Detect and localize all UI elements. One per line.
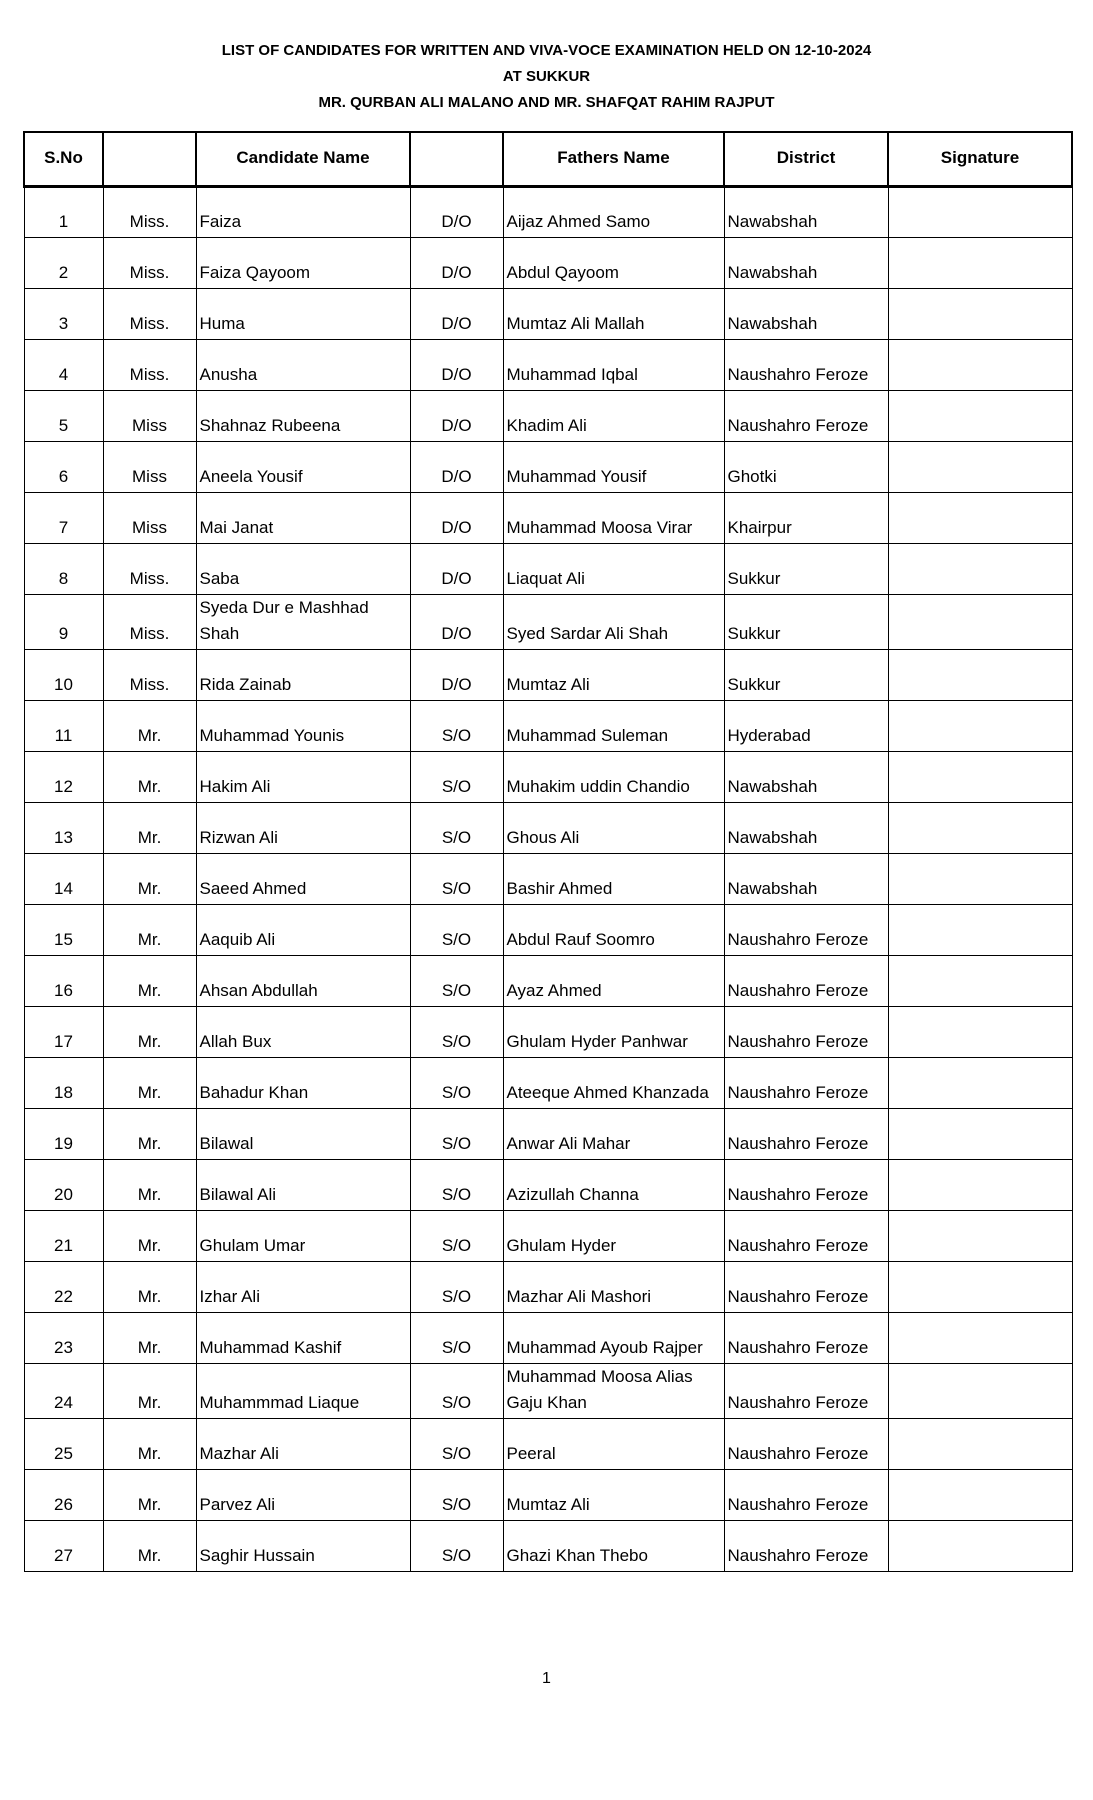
cell-signature bbox=[888, 1057, 1072, 1108]
table-row bbox=[24, 1418, 1072, 1469]
cell-candidate-name: Syeda Dur e Mashhad Shah bbox=[196, 594, 410, 649]
cell-title: Mr. bbox=[103, 1108, 196, 1159]
cell-district: Nawabshah bbox=[724, 751, 888, 802]
cell-fathers-name: Mazhar Ali Mashori bbox=[503, 1261, 724, 1312]
cell-title: Mr. bbox=[103, 1363, 196, 1418]
cell-fathers-name: Liaquat Ali bbox=[503, 543, 724, 594]
cell-district: Nawabshah bbox=[724, 288, 888, 339]
cell-fathers-name: Ghous Ali bbox=[503, 802, 724, 853]
cell-candidate-name: Izhar Ali bbox=[196, 1261, 410, 1312]
cell-candidate-name: Anusha bbox=[196, 339, 410, 390]
cell-fathers-name: Muhammad Moosa Alias Gaju Khan bbox=[503, 1363, 724, 1418]
cell-fathers-name: Azizullah Channa bbox=[503, 1159, 724, 1210]
cell-title: Miss. bbox=[103, 288, 196, 339]
cell-district: Naushahro Feroze bbox=[724, 1261, 888, 1312]
cell-signature bbox=[888, 390, 1072, 441]
cell-fathers-name: Mumtaz Ali bbox=[503, 1469, 724, 1520]
cell-district: Naushahro Feroze bbox=[724, 339, 888, 390]
table-row bbox=[24, 237, 1072, 288]
cell-district: Naushahro Feroze bbox=[724, 1520, 888, 1571]
cell-sno: 17 bbox=[24, 1006, 103, 1057]
table-header-row bbox=[24, 132, 1072, 186]
cell-relation: D/O bbox=[410, 543, 503, 594]
cell-candidate-name: Parvez Ali bbox=[196, 1469, 410, 1520]
cell-fathers-name: Ghulam Hyder bbox=[503, 1210, 724, 1261]
cell-signature bbox=[888, 1210, 1072, 1261]
cell-signature bbox=[888, 1418, 1072, 1469]
cell-candidate-name: Bilawal Ali bbox=[196, 1159, 410, 1210]
cell-relation: S/O bbox=[410, 751, 503, 802]
cell-signature bbox=[888, 237, 1072, 288]
cell-title: Mr. bbox=[103, 904, 196, 955]
col-header-candidate-name: Candidate Name bbox=[196, 132, 410, 186]
cell-signature bbox=[888, 1520, 1072, 1571]
cell-candidate-name: Mai Janat bbox=[196, 492, 410, 543]
cell-sno: 7 bbox=[24, 492, 103, 543]
cell-fathers-name: Ghazi Khan Thebo bbox=[503, 1520, 724, 1571]
table-row bbox=[24, 1363, 1072, 1418]
table-row bbox=[24, 1469, 1072, 1520]
cell-title: Mr. bbox=[103, 1418, 196, 1469]
cell-signature bbox=[888, 1159, 1072, 1210]
table-row bbox=[24, 1057, 1072, 1108]
cell-title: Mr. bbox=[103, 700, 196, 751]
cell-district: Naushahro Feroze bbox=[724, 390, 888, 441]
cell-candidate-name: Ahsan Abdullah bbox=[196, 955, 410, 1006]
cell-district: Nawabshah bbox=[724, 802, 888, 853]
table-row bbox=[24, 1108, 1072, 1159]
cell-sno: 5 bbox=[24, 390, 103, 441]
cell-title: Miss. bbox=[103, 339, 196, 390]
cell-fathers-name: Abdul Qayoom bbox=[503, 237, 724, 288]
cell-relation: S/O bbox=[410, 700, 503, 751]
cell-relation: D/O bbox=[410, 492, 503, 543]
cell-relation: S/O bbox=[410, 1057, 503, 1108]
table-row bbox=[24, 649, 1072, 700]
cell-fathers-name: Anwar Ali Mahar bbox=[503, 1108, 724, 1159]
cell-title: Miss. bbox=[103, 543, 196, 594]
cell-district: Naushahro Feroze bbox=[724, 1210, 888, 1261]
table-row bbox=[24, 1210, 1072, 1261]
cell-fathers-name: Muhammad Yousif bbox=[503, 441, 724, 492]
cell-sno: 26 bbox=[24, 1469, 103, 1520]
cell-sno: 10 bbox=[24, 649, 103, 700]
col-header-district: District bbox=[724, 132, 888, 186]
cell-signature bbox=[888, 649, 1072, 700]
cell-title: Mr. bbox=[103, 1469, 196, 1520]
cell-title: Miss bbox=[103, 492, 196, 543]
cell-candidate-name: Bilawal bbox=[196, 1108, 410, 1159]
cell-relation: S/O bbox=[410, 904, 503, 955]
cell-signature bbox=[888, 1006, 1072, 1057]
table-row bbox=[24, 441, 1072, 492]
cell-fathers-name: Bashir Ahmed bbox=[503, 853, 724, 904]
table-row bbox=[24, 186, 1072, 237]
cell-district: Sukkur bbox=[724, 543, 888, 594]
cell-candidate-name: Bahadur Khan bbox=[196, 1057, 410, 1108]
col-header-sno: S.No bbox=[24, 132, 103, 186]
cell-sno: 6 bbox=[24, 441, 103, 492]
cell-district: Naushahro Feroze bbox=[724, 1108, 888, 1159]
cell-district: Naushahro Feroze bbox=[724, 1363, 888, 1418]
cell-sno: 21 bbox=[24, 1210, 103, 1261]
table-row bbox=[24, 955, 1072, 1006]
cell-relation: S/O bbox=[410, 1108, 503, 1159]
cell-signature bbox=[888, 955, 1072, 1006]
cell-candidate-name: Muhammad Younis bbox=[196, 700, 410, 751]
cell-signature bbox=[888, 1312, 1072, 1363]
table-row bbox=[24, 853, 1072, 904]
cell-district: Nawabshah bbox=[724, 237, 888, 288]
cell-fathers-name: Muhakim uddin Chandio bbox=[503, 751, 724, 802]
col-header-signature: Signature bbox=[888, 132, 1072, 186]
cell-signature bbox=[888, 904, 1072, 955]
cell-title: Miss bbox=[103, 441, 196, 492]
cell-district: Naushahro Feroze bbox=[724, 1418, 888, 1469]
cell-fathers-name: Aijaz Ahmed Samo bbox=[503, 186, 724, 237]
col-header-relation bbox=[410, 132, 503, 186]
cell-candidate-name: Hakim Ali bbox=[196, 751, 410, 802]
cell-district: Nawabshah bbox=[724, 186, 888, 237]
table-row bbox=[24, 390, 1072, 441]
cell-fathers-name: Ghulam Hyder Panhwar bbox=[503, 1006, 724, 1057]
cell-district: Naushahro Feroze bbox=[724, 1006, 888, 1057]
cell-candidate-name: Saeed Ahmed bbox=[196, 853, 410, 904]
cell-fathers-name: Syed Sardar Ali Shah bbox=[503, 594, 724, 649]
cell-relation: D/O bbox=[410, 594, 503, 649]
cell-title: Mr. bbox=[103, 955, 196, 1006]
cell-fathers-name: Muhammad Ayoub Rajper bbox=[503, 1312, 724, 1363]
cell-fathers-name: Muhammad Moosa Virar bbox=[503, 492, 724, 543]
cell-candidate-name: Saba bbox=[196, 543, 410, 594]
cell-title: Mr. bbox=[103, 1057, 196, 1108]
cell-candidate-name: Mazhar Ali bbox=[196, 1418, 410, 1469]
cell-title: Mr. bbox=[103, 853, 196, 904]
cell-sno: 19 bbox=[24, 1108, 103, 1159]
cell-candidate-name: Ghulam Umar bbox=[196, 1210, 410, 1261]
header-title: LIST OF CANDIDATES FOR WRITTEN AND VIVA-VOCE EXAMINATION HELD ON 12-10-2024 bbox=[221, 42, 872, 59]
cell-title: Miss. bbox=[103, 594, 196, 649]
cell-relation: S/O bbox=[410, 1159, 503, 1210]
cell-title: Mr. bbox=[103, 1006, 196, 1057]
cell-candidate-name: Aaquib Ali bbox=[196, 904, 410, 955]
table-row bbox=[24, 1520, 1072, 1571]
header-location: AT SUKKUR bbox=[502, 68, 591, 85]
cell-title: Mr. bbox=[103, 1159, 196, 1210]
table-row bbox=[24, 904, 1072, 955]
cell-district: Sukkur bbox=[724, 649, 888, 700]
cell-sno: 15 bbox=[24, 904, 103, 955]
cell-sno: 23 bbox=[24, 1312, 103, 1363]
cell-signature bbox=[888, 288, 1072, 339]
cell-signature bbox=[888, 492, 1072, 543]
cell-sno: 2 bbox=[24, 237, 103, 288]
cell-relation: S/O bbox=[410, 1261, 503, 1312]
cell-fathers-name: Mumtaz Ali Mallah bbox=[503, 288, 724, 339]
cell-signature bbox=[888, 1469, 1072, 1520]
cell-relation: S/O bbox=[410, 802, 503, 853]
cell-sno: 1 bbox=[24, 186, 103, 237]
cell-relation: S/O bbox=[410, 1520, 503, 1571]
cell-sno: 3 bbox=[24, 288, 103, 339]
table-row bbox=[24, 700, 1072, 751]
cell-signature bbox=[888, 594, 1072, 649]
table-row bbox=[24, 751, 1072, 802]
cell-title: Miss. bbox=[103, 237, 196, 288]
cell-signature bbox=[888, 751, 1072, 802]
cell-signature bbox=[888, 1261, 1072, 1312]
col-header-title bbox=[103, 132, 196, 186]
cell-signature bbox=[888, 1108, 1072, 1159]
cell-title: Miss. bbox=[103, 649, 196, 700]
page-number: 1 bbox=[542, 1670, 551, 1687]
table-row bbox=[24, 594, 1072, 649]
cell-fathers-name: Muhammad Iqbal bbox=[503, 339, 724, 390]
cell-candidate-name: Aneela Yousif bbox=[196, 441, 410, 492]
cell-relation: D/O bbox=[410, 441, 503, 492]
cell-relation: D/O bbox=[410, 237, 503, 288]
cell-relation: D/O bbox=[410, 390, 503, 441]
cell-sno: 9 bbox=[24, 594, 103, 649]
cell-sno: 24 bbox=[24, 1363, 103, 1418]
cell-candidate-name: Rida Zainab bbox=[196, 649, 410, 700]
cell-fathers-name: Ayaz Ahmed bbox=[503, 955, 724, 1006]
table-row bbox=[24, 1312, 1072, 1363]
cell-sno: 16 bbox=[24, 955, 103, 1006]
cell-title: Miss. bbox=[103, 186, 196, 237]
cell-signature bbox=[888, 339, 1072, 390]
table-row bbox=[24, 543, 1072, 594]
cell-title: Mr. bbox=[103, 1520, 196, 1571]
cell-fathers-name: Muhammad Suleman bbox=[503, 700, 724, 751]
cell-title: Mr. bbox=[103, 802, 196, 853]
cell-district: Naushahro Feroze bbox=[724, 1469, 888, 1520]
cell-title: Miss bbox=[103, 390, 196, 441]
cell-fathers-name: Khadim Ali bbox=[503, 390, 724, 441]
cell-candidate-name: Allah Bux bbox=[196, 1006, 410, 1057]
header-examiners: MR. QURBAN ALI MALANO AND MR. SHAFQAT RAHIM RAJPUT bbox=[318, 94, 775, 111]
cell-sno: 13 bbox=[24, 802, 103, 853]
table-row bbox=[24, 1159, 1072, 1210]
cell-signature bbox=[888, 853, 1072, 904]
col-header-fathers-name: Fathers Name bbox=[503, 132, 724, 186]
cell-candidate-name: Rizwan Ali bbox=[196, 802, 410, 853]
table-row bbox=[24, 1261, 1072, 1312]
cell-candidate-name: Muhammmad Liaque bbox=[196, 1363, 410, 1418]
cell-relation: S/O bbox=[410, 1469, 503, 1520]
cell-sno: 25 bbox=[24, 1418, 103, 1469]
cell-fathers-name: Mumtaz Ali bbox=[503, 649, 724, 700]
cell-relation: D/O bbox=[410, 339, 503, 390]
cell-sno: 8 bbox=[24, 543, 103, 594]
cell-district: Ghotki bbox=[724, 441, 888, 492]
table-row bbox=[24, 802, 1072, 853]
cell-relation: S/O bbox=[410, 1312, 503, 1363]
cell-candidate-name: Shahnaz Rubeena bbox=[196, 390, 410, 441]
document-header bbox=[0, 38, 1093, 116]
cell-signature bbox=[888, 186, 1072, 237]
cell-fathers-name: Ateeque Ahmed Khanzada bbox=[503, 1057, 724, 1108]
cell-candidate-name: Muhammad Kashif bbox=[196, 1312, 410, 1363]
cell-district: Naushahro Feroze bbox=[724, 955, 888, 1006]
cell-relation: S/O bbox=[410, 1006, 503, 1057]
cell-relation: S/O bbox=[410, 853, 503, 904]
cell-sno: 22 bbox=[24, 1261, 103, 1312]
cell-relation: D/O bbox=[410, 649, 503, 700]
cell-signature bbox=[888, 802, 1072, 853]
candidates-table bbox=[23, 131, 1073, 1572]
cell-relation: S/O bbox=[410, 1210, 503, 1261]
cell-district: Naushahro Feroze bbox=[724, 1312, 888, 1363]
cell-fathers-name: Peeral bbox=[503, 1418, 724, 1469]
cell-signature bbox=[888, 441, 1072, 492]
cell-signature bbox=[888, 543, 1072, 594]
cell-district: Khairpur bbox=[724, 492, 888, 543]
cell-relation: S/O bbox=[410, 955, 503, 1006]
cell-signature bbox=[888, 700, 1072, 751]
cell-relation: D/O bbox=[410, 288, 503, 339]
cell-title: Mr. bbox=[103, 751, 196, 802]
cell-district: Nawabshah bbox=[724, 853, 888, 904]
cell-candidate-name: Faiza bbox=[196, 186, 410, 237]
cell-signature bbox=[888, 1363, 1072, 1418]
cell-sno: 12 bbox=[24, 751, 103, 802]
cell-fathers-name: Abdul Rauf Soomro bbox=[503, 904, 724, 955]
table-row bbox=[24, 1006, 1072, 1057]
cell-title: Mr. bbox=[103, 1210, 196, 1261]
cell-sno: 11 bbox=[24, 700, 103, 751]
cell-sno: 14 bbox=[24, 853, 103, 904]
cell-district: Naushahro Feroze bbox=[724, 1159, 888, 1210]
cell-relation: S/O bbox=[410, 1418, 503, 1469]
cell-sno: 18 bbox=[24, 1057, 103, 1108]
cell-relation: D/O bbox=[410, 186, 503, 237]
cell-district: Sukkur bbox=[724, 594, 888, 649]
cell-sno: 27 bbox=[24, 1520, 103, 1571]
cell-relation: S/O bbox=[410, 1363, 503, 1418]
cell-title: Mr. bbox=[103, 1312, 196, 1363]
table-row bbox=[24, 492, 1072, 543]
cell-sno: 4 bbox=[24, 339, 103, 390]
table-row bbox=[24, 288, 1072, 339]
cell-title: Mr. bbox=[103, 1261, 196, 1312]
cell-candidate-name: Saghir Hussain bbox=[196, 1520, 410, 1571]
table-row bbox=[24, 339, 1072, 390]
cell-candidate-name: Faiza Qayoom bbox=[196, 237, 410, 288]
cell-district: Naushahro Feroze bbox=[724, 904, 888, 955]
cell-district: Naushahro Feroze bbox=[724, 1057, 888, 1108]
cell-sno: 20 bbox=[24, 1159, 103, 1210]
cell-candidate-name: Huma bbox=[196, 288, 410, 339]
cell-district: Hyderabad bbox=[724, 700, 888, 751]
